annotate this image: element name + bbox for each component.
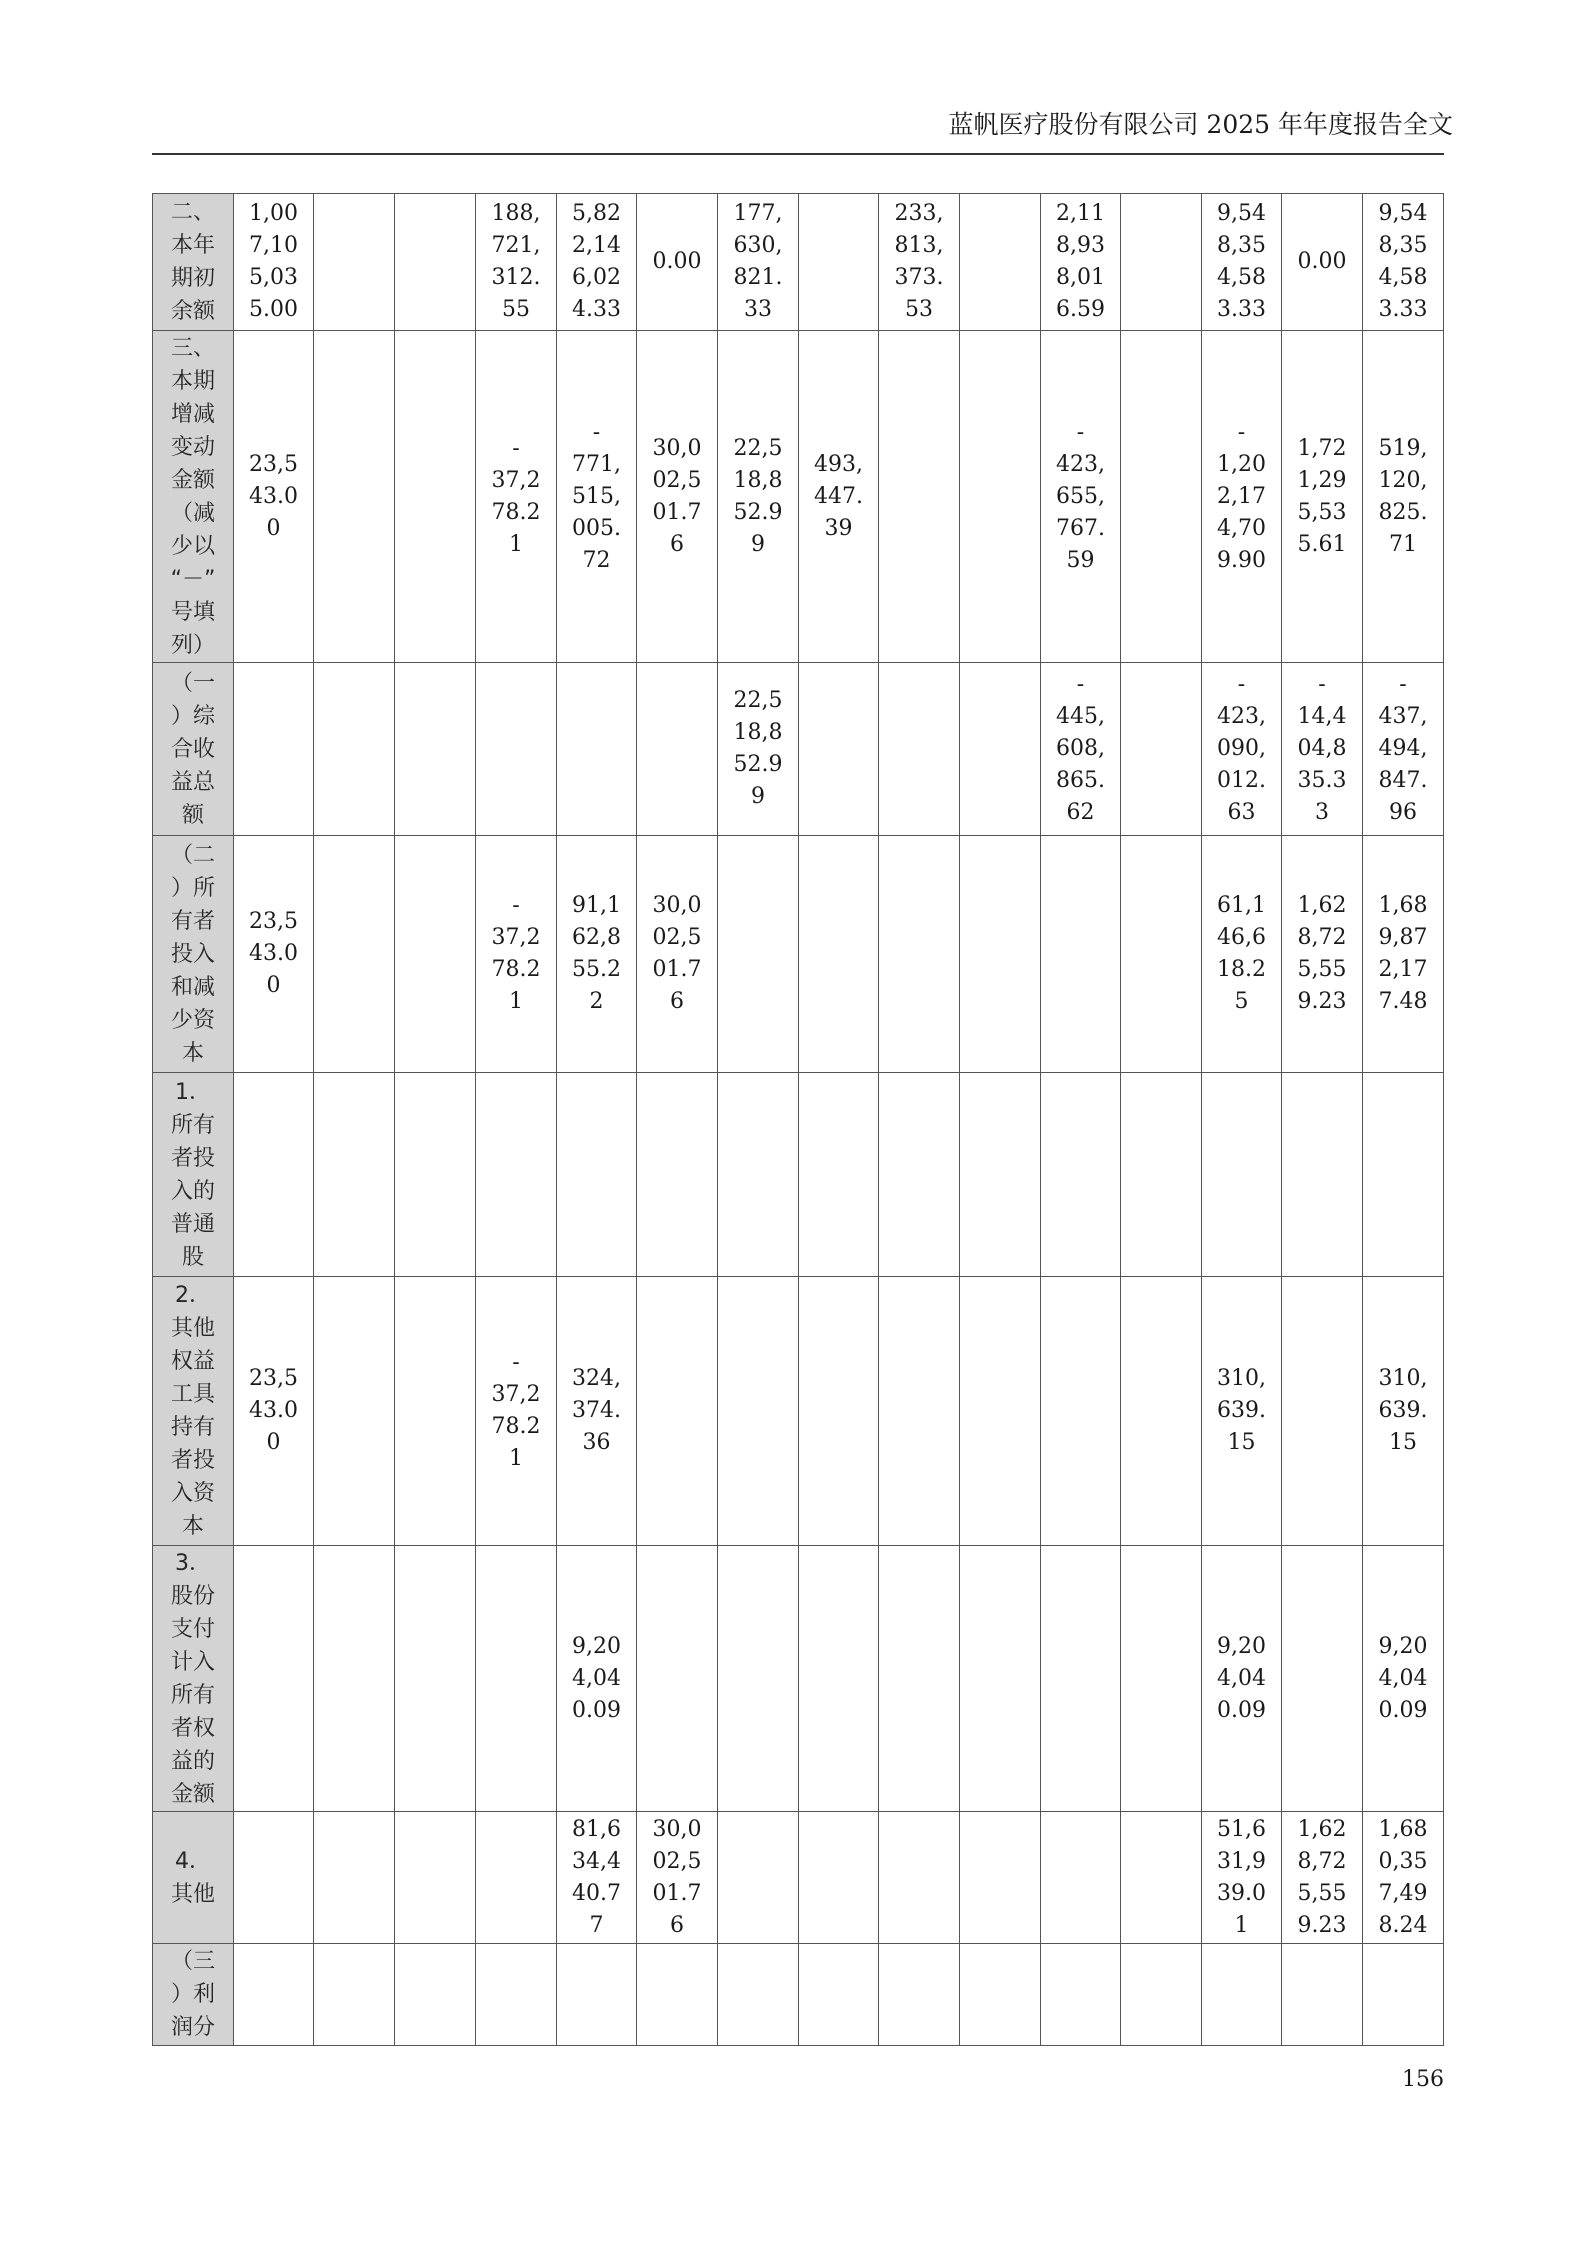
cell-value: 5,82 2,14 6,02 4.33 (572, 201, 621, 322)
table-cell (1282, 663, 1363, 836)
table-cell (718, 194, 799, 331)
cell-value: 1,72 1,29 5,53 5.61 (1297, 435, 1347, 557)
table-cell (314, 1546, 395, 1812)
cell-value: 1,62 8,72 5,55 9.23 (1297, 1816, 1347, 1938)
table-cell (476, 1073, 557, 1277)
equity-changes-table (152, 193, 1444, 2046)
table-cell (1041, 1277, 1121, 1546)
table-cell (234, 1277, 314, 1546)
table-row (153, 331, 1444, 663)
cell-value: 30,0 02,5 01.7 6 (652, 1816, 702, 1938)
table-cell (637, 1812, 718, 1944)
cell-value: - 37,2 78.2 1 (491, 435, 541, 557)
table-cell (879, 836, 960, 1073)
table-cell (395, 1073, 476, 1277)
cell-value: 310, 639. 15 (1378, 1366, 1428, 1455)
table-cell (314, 836, 395, 1073)
cell-value: 177, 630, 821. 33 (733, 201, 783, 322)
row-label-text: （二 ）所 有者 投入 和减 少资 本 (170, 842, 215, 1066)
cell-value: - 423, 655, 767. 59 (1056, 419, 1105, 573)
table-cell (960, 1277, 1041, 1546)
table-cell (1363, 1944, 1444, 2046)
table-cell (234, 331, 314, 663)
table-cell (799, 1546, 879, 1812)
cell-value: 519, 120, 825. 71 (1378, 435, 1428, 557)
cell-value: 9,54 8,35 4,58 3.33 (1378, 201, 1428, 322)
table-cell (718, 331, 799, 663)
table-cell (879, 1812, 960, 1944)
table-cell (799, 194, 879, 331)
cell-value: - 1,20 2,17 4,70 9.90 (1217, 419, 1266, 573)
table-cell (637, 194, 718, 331)
row-label-cell (153, 1546, 234, 1812)
table-cell (799, 331, 879, 663)
table-cell (1121, 1944, 1202, 2046)
row-label-cell (153, 1812, 234, 1944)
table-cell (557, 1073, 637, 1277)
cell-value: 22,5 18,8 52.9 9 (733, 688, 783, 809)
table-cell (395, 1944, 476, 2046)
row-label-cell (153, 194, 234, 331)
table-cell (1121, 331, 1202, 663)
table-cell (1121, 663, 1202, 836)
table-cell (637, 331, 718, 663)
row-label-text: 4． 其他 (170, 1848, 215, 1907)
table-cell (718, 1944, 799, 2046)
header-divider (152, 153, 1444, 155)
cell-value: 30,0 02,5 01.7 6 (652, 435, 702, 557)
table-cell (1041, 1812, 1121, 1944)
table-cell (1202, 331, 1282, 663)
table-cell (718, 836, 799, 1073)
row-label-text: 三、 本期 增减 变动 金额 （减 少以 “－” 号填 列） (170, 335, 216, 658)
cell-value: 81,6 34,4 40.7 7 (572, 1816, 621, 1938)
table-cell (1041, 331, 1121, 663)
table-cell (637, 1277, 718, 1546)
table-cell (1363, 1546, 1444, 1812)
table-cell (234, 194, 314, 331)
cell-value: 9,54 8,35 4,58 3.33 (1217, 201, 1266, 322)
table-cell (637, 836, 718, 1073)
table-row (153, 1073, 1444, 1277)
cell-value: 188, 721, 312. 55 (491, 201, 541, 322)
row-label-text: 2． 其他 权益 工具 持有 者投 入资 本 (170, 1283, 215, 1539)
cell-value: 1,68 9,87 2,17 7.48 (1378, 893, 1428, 1014)
table-row (153, 663, 1444, 836)
table-cell (557, 1944, 637, 2046)
row-label-text: 3． 股份 支付 计入 所有 者权 益的 金额 (170, 1550, 215, 1807)
table-cell (718, 663, 799, 836)
table-cell (314, 194, 395, 331)
cell-value: 1,68 0,35 7,49 8.24 (1378, 1816, 1428, 1938)
cell-value: 233, 813, 373. 53 (894, 201, 944, 322)
table-cell (314, 331, 395, 663)
table-row (153, 1546, 1444, 1812)
table-cell (1121, 1277, 1202, 1546)
table-cell (557, 836, 637, 1073)
table-cell (637, 1073, 718, 1277)
table-cell (1363, 331, 1444, 663)
cell-value: 23,5 43.0 0 (249, 909, 298, 998)
cell-value: 0.00 (1297, 249, 1347, 274)
table-cell (314, 663, 395, 836)
table-cell (960, 194, 1041, 331)
cell-value: 23,5 43.0 0 (249, 451, 298, 541)
table-cell (314, 1944, 395, 2046)
table-cell (960, 836, 1041, 1073)
table-cell (476, 663, 557, 836)
row-label-cell (153, 1277, 234, 1546)
cell-value: 0.00 (652, 249, 702, 274)
table-row (153, 194, 1444, 331)
table-cell (1282, 1277, 1363, 1546)
table-cell (1202, 194, 1282, 331)
table-cell (1121, 1073, 1202, 1277)
table-cell (476, 836, 557, 1073)
table-cell (1282, 1073, 1363, 1277)
cell-value: - 437, 494, 847. 96 (1378, 672, 1428, 825)
table-cell (879, 194, 960, 331)
table-cell (395, 331, 476, 663)
table-cell (1041, 1546, 1121, 1812)
cell-value: 310, 639. 15 (1217, 1366, 1266, 1455)
cell-value: - 37,2 78.2 1 (491, 1350, 541, 1471)
table-cell (557, 1546, 637, 1812)
table-cell (799, 1277, 879, 1546)
table-cell (879, 1073, 960, 1277)
table-cell (1282, 331, 1363, 663)
table-cell (1282, 1546, 1363, 1812)
table-cell (1363, 1812, 1444, 1944)
table-cell (234, 663, 314, 836)
table-cell (1121, 194, 1202, 331)
report-header-title: 蓝帆医疗股份有限公司 2025 年年度报告全文 (948, 110, 1453, 139)
cell-value: - 423, 090, 012. 63 (1217, 672, 1266, 825)
table-cell (234, 1073, 314, 1277)
table-cell (234, 1812, 314, 1944)
table-cell (718, 1277, 799, 1546)
table-cell (1282, 836, 1363, 1073)
table-cell (1202, 836, 1282, 1073)
table-cell (637, 1546, 718, 1812)
table-cell (395, 194, 476, 331)
table-cell (1282, 194, 1363, 331)
row-label-text: 二、 本年 期初 余额 (170, 200, 215, 324)
table-cell (395, 1546, 476, 1812)
row-label-text: （三 ）利 润分 (170, 1949, 215, 2040)
table-cell (1202, 1546, 1282, 1812)
table-cell (1121, 1812, 1202, 1944)
table-cell (557, 1277, 637, 1546)
table-cell (314, 1277, 395, 1546)
table-cell (1041, 1073, 1121, 1277)
table-cell (1202, 663, 1282, 836)
table-cell (960, 1073, 1041, 1277)
table-cell (718, 1546, 799, 1812)
cell-value: 22,5 18,8 52.9 9 (733, 435, 783, 557)
cell-value: 91,1 62,8 55.2 2 (572, 893, 621, 1014)
table-cell (960, 1546, 1041, 1812)
table-cell (557, 1812, 637, 1944)
table-cell (1041, 836, 1121, 1073)
row-label-cell (153, 1073, 234, 1277)
table-cell (314, 1073, 395, 1277)
row-label-cell (153, 1944, 234, 2046)
table-cell (314, 1812, 395, 1944)
table-cell (476, 331, 557, 663)
table-cell (960, 1944, 1041, 2046)
table-cell (799, 663, 879, 836)
table-cell (1202, 1073, 1282, 1277)
table-cell (1121, 1546, 1202, 1812)
table-cell (1363, 663, 1444, 836)
table-cell (234, 1944, 314, 2046)
table-cell (1363, 1277, 1444, 1546)
table-cell (799, 1944, 879, 2046)
table-cell (1041, 194, 1121, 331)
cell-value: 493, 447. 39 (814, 451, 863, 541)
cell-value: 61,1 46,6 18.2 5 (1217, 893, 1266, 1014)
table-cell (557, 194, 637, 331)
table-cell (395, 836, 476, 1073)
table-cell (1041, 1944, 1121, 2046)
page-number: 156 (1402, 2067, 1444, 2092)
table-cell (799, 836, 879, 1073)
table-cell (879, 1944, 960, 2046)
table-cell (476, 1944, 557, 2046)
cell-value: 9,20 4,04 0.09 (572, 1633, 621, 1723)
table-cell (476, 194, 557, 331)
cell-value: - 445, 608, 865. 62 (1056, 672, 1105, 825)
table-cell (1202, 1944, 1282, 2046)
table-row (153, 836, 1444, 1073)
table-cell (879, 663, 960, 836)
table-row (153, 1812, 1444, 1944)
cell-value: 2,11 8,93 8,01 6.59 (1056, 201, 1105, 322)
table-cell (637, 663, 718, 836)
table-cell (1363, 194, 1444, 331)
table-cell (718, 1073, 799, 1277)
table-cell (879, 1277, 960, 1546)
table-cell (557, 663, 637, 836)
table-cell (637, 1944, 718, 2046)
cell-value: 9,20 4,04 0.09 (1378, 1633, 1428, 1723)
table-cell (1363, 1073, 1444, 1277)
table-cell (1363, 836, 1444, 1073)
table-cell (879, 1546, 960, 1812)
table-row (153, 1944, 1444, 2046)
table-cell (960, 1812, 1041, 1944)
table-cell (1202, 1277, 1282, 1546)
table-cell (234, 836, 314, 1073)
cell-value: - 771, 515, 005. 72 (572, 419, 621, 573)
cell-value: - 14,4 04,8 35.3 3 (1297, 672, 1347, 825)
cell-value: 324, 374. 36 (572, 1366, 621, 1455)
table-cell (476, 1546, 557, 1812)
table-cell (1041, 663, 1121, 836)
table-cell (718, 1812, 799, 1944)
row-label-text: 1． 所有 者投 入的 普通 股 (170, 1079, 215, 1270)
cell-value: 51,6 31,9 39.0 1 (1217, 1816, 1266, 1938)
table-cell (234, 1546, 314, 1812)
table-row (153, 1277, 1444, 1546)
table-cell (960, 663, 1041, 836)
table-cell (395, 1277, 476, 1546)
cell-value: 23,5 43.0 0 (249, 1366, 298, 1455)
row-label-cell (153, 836, 234, 1073)
row-label-text: （一 ）综 合收 益总 额 (170, 670, 215, 828)
cell-value: - 37,2 78.2 1 (491, 893, 541, 1014)
table-cell (395, 663, 476, 836)
table-cell (1282, 1944, 1363, 2046)
table-cell (799, 1812, 879, 1944)
table-cell (476, 1812, 557, 1944)
row-label-cell (153, 663, 234, 836)
table-cell (1121, 836, 1202, 1073)
table-cell (799, 1073, 879, 1277)
table-cell (1202, 1812, 1282, 1944)
table-cell (879, 331, 960, 663)
table-cell (395, 1812, 476, 1944)
cell-value: 9,20 4,04 0.09 (1217, 1633, 1266, 1723)
cell-value: 30,0 02,5 01.7 6 (652, 893, 702, 1014)
table-cell (476, 1277, 557, 1546)
cell-value: 1,00 7,10 5,03 5.00 (249, 201, 298, 322)
row-label-cell (153, 331, 234, 663)
table-cell (960, 331, 1041, 663)
table-cell (557, 331, 637, 663)
cell-value: 1,62 8,72 5,55 9.23 (1297, 893, 1347, 1014)
table-cell (1282, 1812, 1363, 1944)
